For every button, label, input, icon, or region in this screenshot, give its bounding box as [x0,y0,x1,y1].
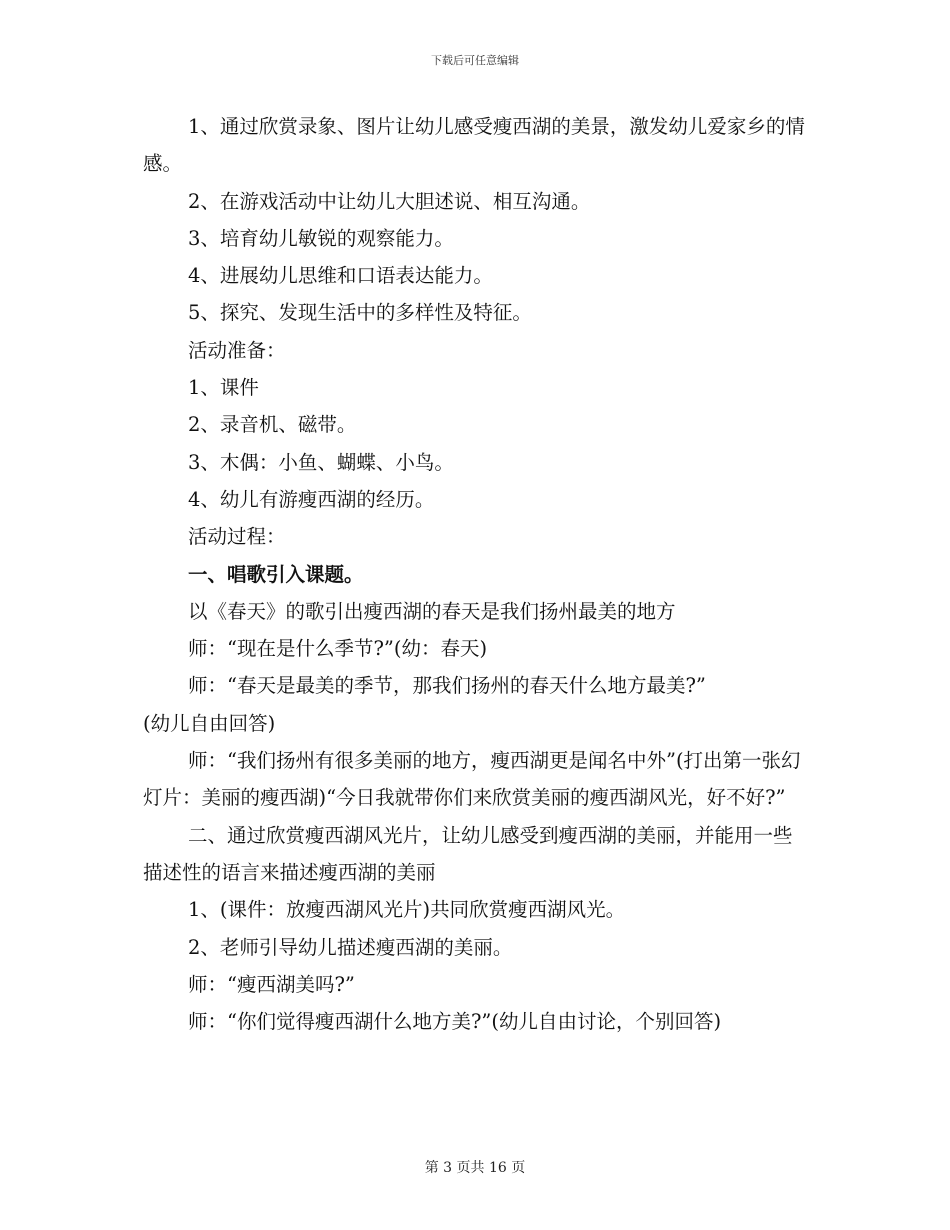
paragraph: 3、培育幼儿敏锐的观察能力。 [188,226,454,250]
document-body [143,108,811,1040]
paragraph: 1、课件 [188,376,259,400]
section-label: 活动准备： [188,338,286,362]
paragraph: 3、木偶：小鱼、蝴蝶、小鸟。 [188,450,454,474]
section-label: 活动过程： [188,525,286,549]
page-header: 下载后可任意编辑 [431,54,519,67]
paragraph: 5、探究、发现生活中的多样性及特征。 [188,301,532,325]
paragraph: 1、(课件：放瘦西湖风光片)共同欣赏瘦西湖风光。 [188,898,626,922]
paragraph: 1、通过欣赏录象、图片让幼儿感受瘦西湖的美景，激发幼儿爱家乡的情感。 [143,115,805,176]
paragraph: 二、通过欣赏瘦西湖风光片，让幼儿感受到瘦西湖的美丽，并能用一些描述性的语言来描述瘦西湖的美丽 [143,823,793,884]
paragraph: 师：“你们觉得瘦西湖什么地方美?”(幼儿自由讨论，个别回答) [188,1010,722,1034]
paragraph: 以《春天》的歌引出瘦西湖的春天是我们扬州最美的地方 [188,599,676,623]
paragraph: 师：“现在是什么季节?”(幼：春天) [188,637,488,661]
paragraph: 师：“瘦西湖美吗?” [188,972,355,996]
paragraph: 2、老师引导幼儿描述瘦西湖的美丽。 [188,935,513,959]
paragraph: 4、进展幼儿思维和口语表达能力。 [188,264,493,288]
paragraph: 2、在游戏活动中让幼儿大胆述说、相互沟通。 [188,189,591,213]
paragraph: 4、幼儿有游瘦西湖的经历。 [188,487,435,511]
paragraph: 师：“春天是最美的季节，那我们扬州的春天什么地方最美?” [188,674,706,698]
paragraph: (幼儿自由回答) [143,711,276,735]
section-heading: 一、唱歌引入课题。 [188,562,364,586]
page-footer: 第 3 页共 16 页 [424,1160,526,1176]
paragraph: 师：“我们扬州有很多美丽的地方，瘦西湖更是闻名中外”(打出第一张幻灯片：美丽的瘦西湖)“今日我就带你们来欣赏美丽的瘦西湖风光，好不好?” [143,749,801,810]
paragraph: 2、录音机、磁带。 [188,413,357,437]
